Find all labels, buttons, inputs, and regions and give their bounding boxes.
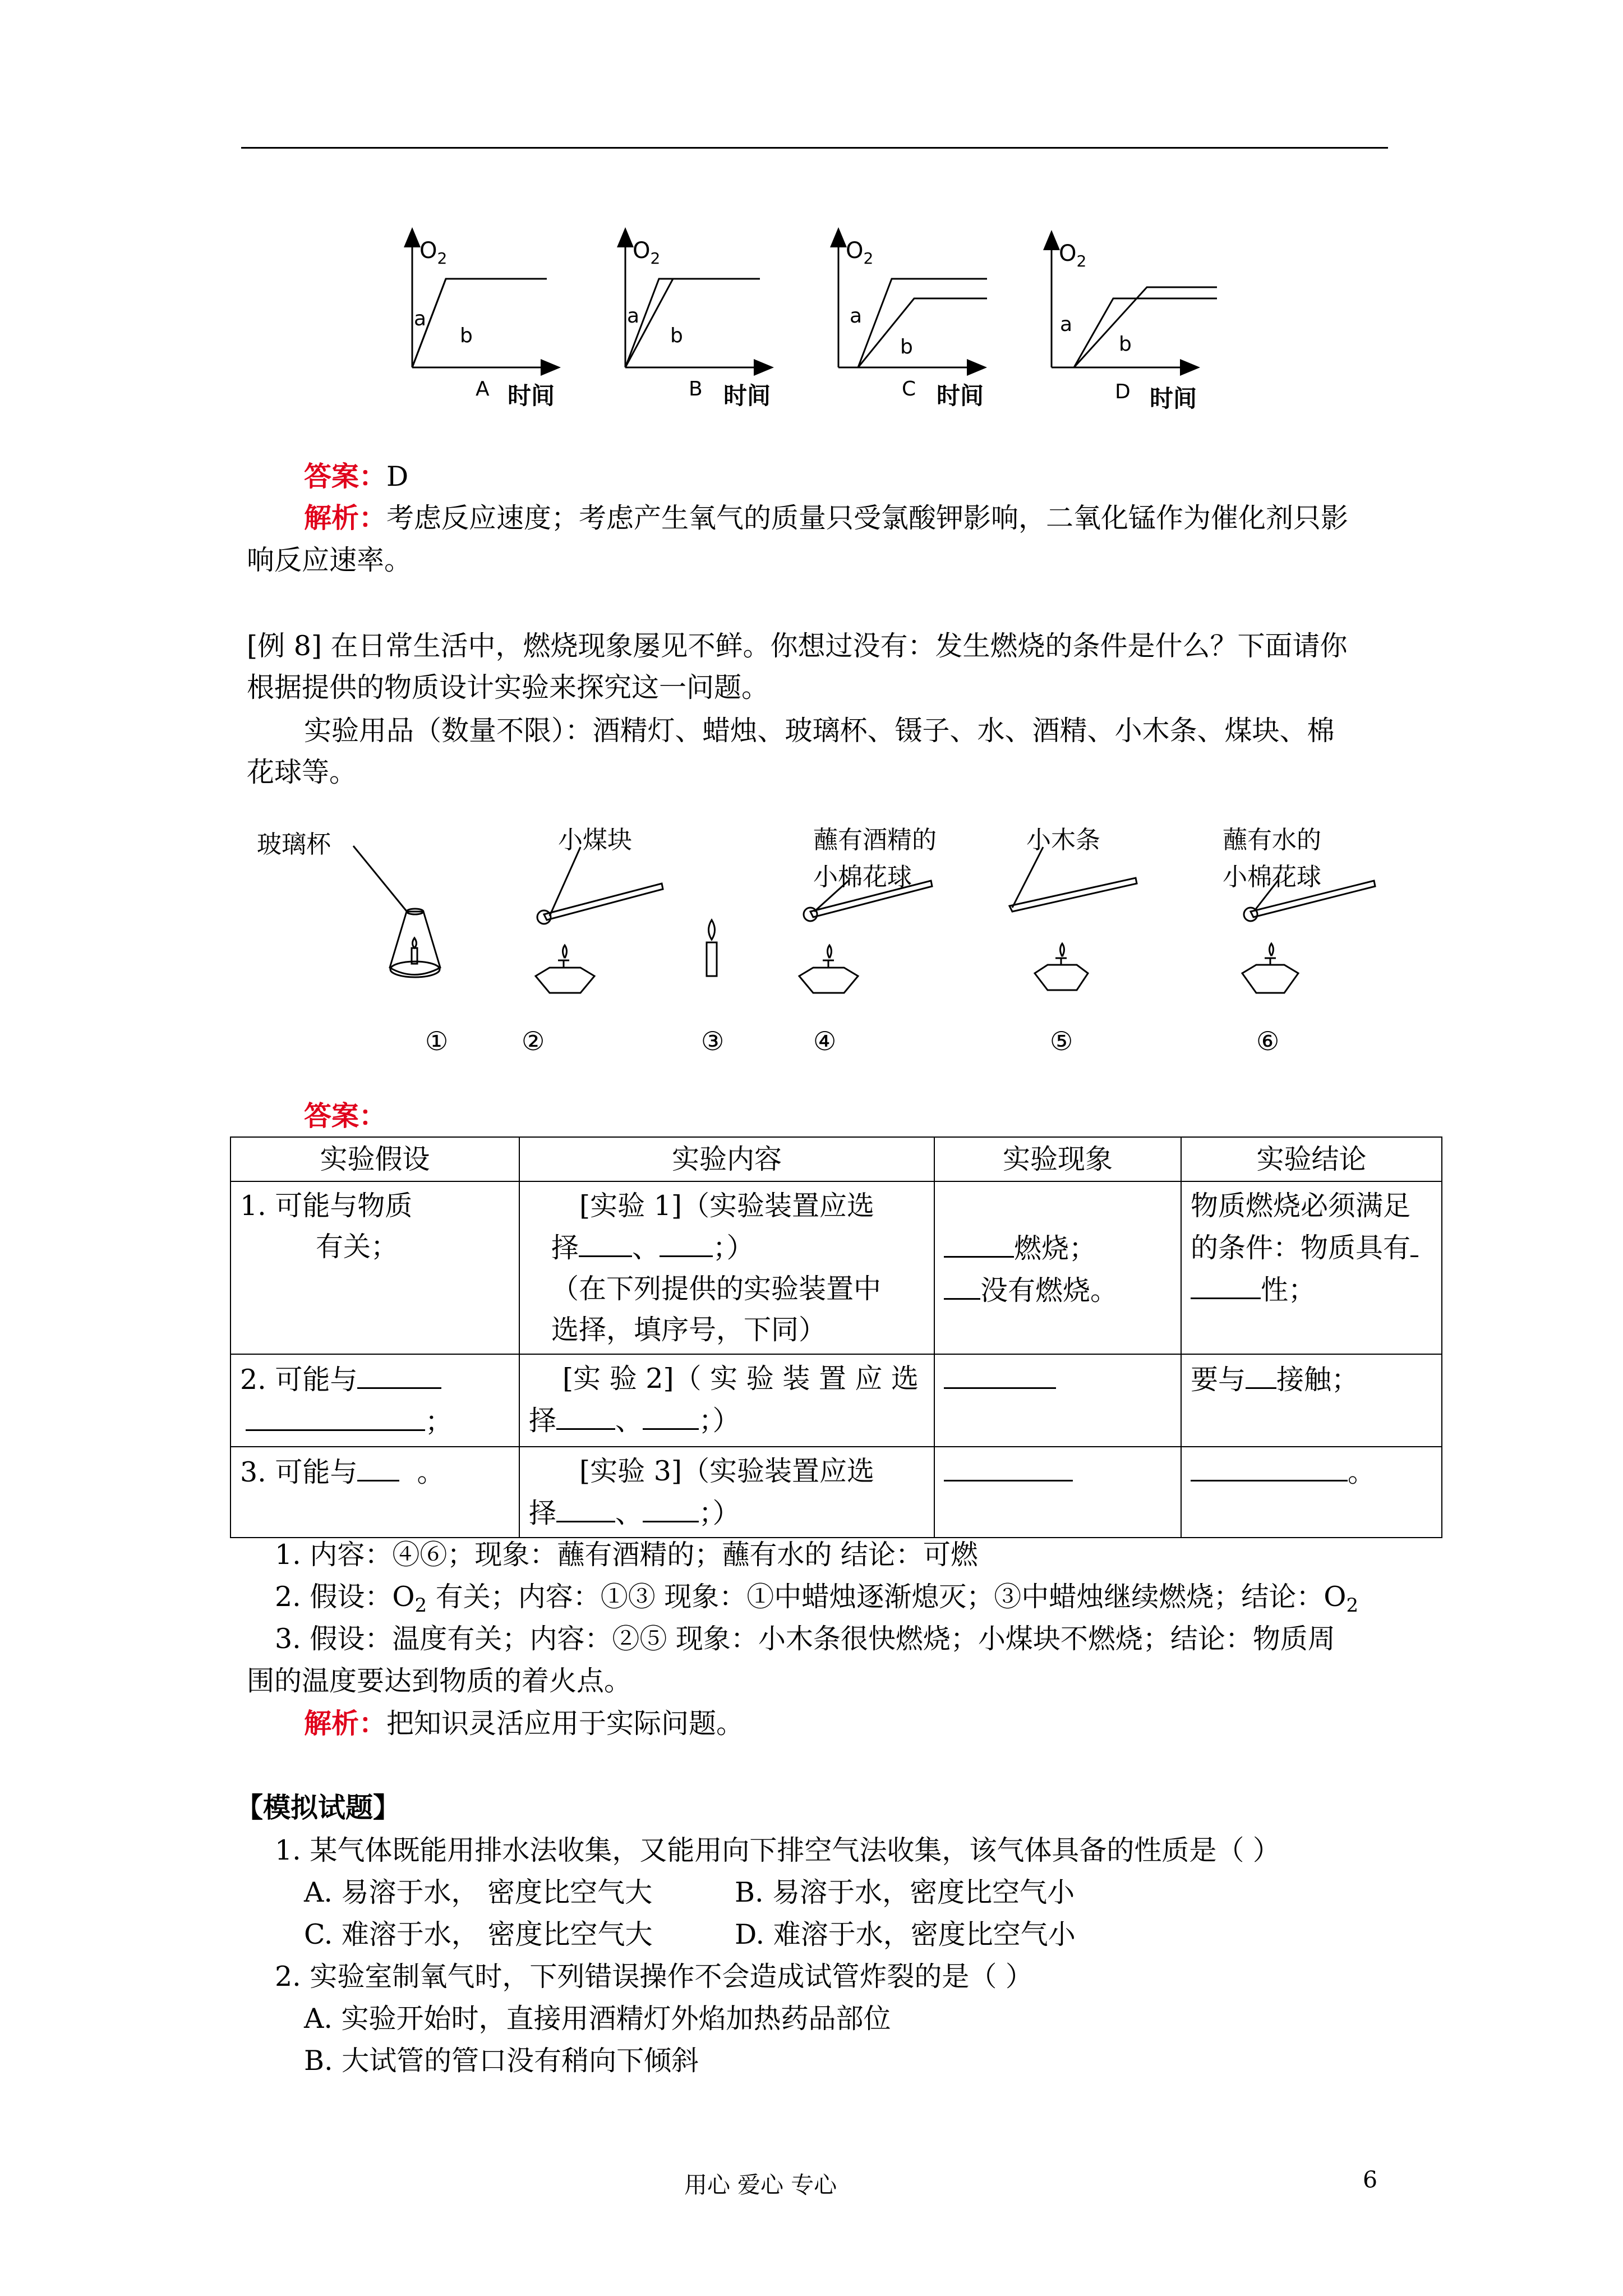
apparatus-4-alcohol-cotton-tweezers — [799, 880, 932, 993]
header-hypothesis: 实验假设 — [230, 1137, 519, 1181]
graph-b-line-b: b — [670, 324, 683, 347]
graph-d — [1052, 238, 1217, 412]
footer-motto: 用心 爱心 专心 — [684, 2171, 837, 2198]
blank[interactable] — [357, 1358, 441, 1389]
graph-d-line-b: b — [1119, 333, 1132, 356]
q8-materials-line2: 花球等。 — [247, 756, 357, 788]
sim-q2-option-b[interactable]: B. 大试管的管口没有稍向下倾斜 — [304, 2045, 699, 2077]
sim-q2: 2. 实验室制氧气时，下列错误操作不会造成试管炸裂的是（ ） — [275, 1961, 1033, 1993]
blank[interactable] — [643, 1399, 699, 1430]
page-number: 6 — [1363, 2166, 1378, 2193]
graph-d-axis-x: 时间 — [1150, 385, 1197, 412]
header-content: 实验内容 — [519, 1137, 934, 1181]
graph-a-label: A — [476, 378, 490, 401]
apparatus-6-num: ⑥ — [1256, 1026, 1280, 1056]
graph-b-axis-x: 时间 — [723, 382, 771, 409]
row2-phenomenon — [934, 1354, 1181, 1447]
apparatus-figure — [247, 813, 1385, 1066]
graph-a-axis-x: 时间 — [508, 382, 555, 409]
graph-d-line-a: a — [1060, 313, 1073, 336]
sim-heading: 【模拟试题】 — [236, 1791, 401, 1824]
header-conclusion: 实验结论 — [1181, 1137, 1442, 1181]
apparatus-5-num: ⑤ — [1050, 1026, 1073, 1056]
blank[interactable] — [1191, 1268, 1261, 1299]
row3-conclusion: 。 — [1181, 1447, 1442, 1538]
blank[interactable] — [643, 1492, 699, 1522]
blank[interactable] — [246, 1400, 425, 1431]
row3-hypothesis: 3. 可能与 。 — [230, 1447, 519, 1538]
graph-c-line-b: b — [900, 335, 913, 358]
graph-a-line-b: b — [460, 324, 473, 347]
blank[interactable] — [944, 1358, 1056, 1389]
blank[interactable] — [357, 1451, 399, 1481]
sim-q1-option-c[interactable]: C. 难溶于水， 密度比空气大 — [304, 1918, 653, 1950]
table-row — [230, 1447, 1442, 1538]
blank[interactable] — [1191, 1451, 1348, 1481]
row1-hypothesis: 1. 可能与物质 有关； — [230, 1181, 519, 1354]
blank[interactable] — [579, 1226, 632, 1257]
q7-analysis-line1: 解析：考虑反应速度；考虑产生氧气的质量只受氯酸钾影响，二氧化锰作为催化剂只影 — [304, 501, 1349, 534]
apparatus-4-label-line2: 小棉花球 — [813, 863, 912, 891]
blank[interactable] — [944, 1269, 980, 1300]
table-header-row — [230, 1137, 1442, 1181]
sim-q1-option-b[interactable]: B. 易溶于水，密度比空气小 — [735, 1876, 1075, 1908]
sim-q1: 1. 某气体既能用排水法收集，又能用向下排空气法收集，该气体具备的性质是（ ） — [275, 1834, 1280, 1866]
solution-2: 2. 假设：$O_2$ 有关；内容：①③ 现象：①中蜡烛逐渐熄灭；③中蜡烛继续燃烧；结论：$O_2$ — [275, 1581, 1359, 1617]
apparatus-2-label: 小煤块 — [558, 826, 632, 854]
q8-analysis: 解析：把知识灵活应用于实际问题。 — [304, 1707, 744, 1740]
q7-analysis-line2: 响反应速率。 — [247, 544, 412, 576]
blank[interactable] — [944, 1227, 1014, 1258]
apparatus-6-water-cotton-tweezers — [1242, 880, 1375, 993]
graph-a-line-a: a — [414, 307, 427, 330]
apparatus-1-glass-cup — [353, 846, 440, 977]
row2-conclusion: 要与 接触； — [1181, 1354, 1442, 1447]
apparatus-6-label-line1: 蘸有水的 — [1223, 826, 1321, 854]
row2-content: [实 验 2]（ 实 验 装 置 应 选 择 、 ；） — [519, 1354, 934, 1447]
row1-conclusion: 物质燃烧必须满足 的条件：物质具有 性； — [1181, 1181, 1442, 1354]
sim-q2-option-a[interactable]: A. 实验开始时，直接用酒精灯外焰加热药品部位 — [304, 2003, 891, 2035]
table-row — [230, 1181, 1442, 1354]
row1-phenomenon: 燃烧； 没有燃烧。 — [934, 1181, 1181, 1354]
row3-phenomenon — [934, 1447, 1181, 1538]
apparatus-1-label: 玻璃杯 — [257, 830, 331, 859]
graph-b-axis-y: $O_2$ — [633, 238, 661, 268]
blank[interactable] — [1246, 1358, 1276, 1389]
blank[interactable] — [1410, 1226, 1418, 1257]
apparatus-5-wood-stick-tweezers — [1009, 847, 1137, 990]
sim-q1-option-d[interactable]: D. 难溶于水，密度比空气小 — [735, 1918, 1076, 1950]
q7-answer: 答案：D — [304, 460, 409, 493]
graph-c-axis-x: 时间 — [937, 382, 984, 409]
apparatus-3-candle — [707, 920, 717, 976]
solution-1: 1. 内容：④⑥；现象：蘸有酒精的；蘸有水的 结论：可燃 — [275, 1539, 978, 1571]
graph-row — [393, 224, 1245, 426]
graph-b — [625, 236, 771, 409]
table-row — [230, 1354, 1442, 1447]
apparatus-1-num: ① — [425, 1026, 449, 1056]
solution-3-line2: 围的温度要达到物质的着火点。 — [247, 1665, 632, 1697]
row2-hypothesis: 2. 可能与 ； — [230, 1354, 519, 1447]
sim-q1-option-a[interactable]: A. 易溶于水， 密度比空气大 — [304, 1876, 653, 1908]
experiment-table — [230, 1137, 1442, 1538]
graph-c — [838, 236, 987, 409]
graph-a-axis-y: $O_2$ — [419, 238, 448, 268]
header-rule — [241, 147, 1388, 149]
graph-d-label: D — [1115, 380, 1131, 403]
graph-b-line-a: a — [627, 305, 640, 328]
blank[interactable] — [556, 1399, 615, 1430]
graph-c-axis-y: $O_2$ — [846, 238, 874, 268]
apparatus-2-num: ② — [522, 1026, 545, 1056]
blank[interactable] — [944, 1451, 1073, 1481]
apparatus-2-coal-tweezers — [536, 847, 663, 993]
graph-a — [412, 236, 555, 409]
blank[interactable] — [556, 1492, 615, 1522]
q8-stem-line1: [例 8] 在日常生活中，燃烧现象屡见不鲜。你想过没有：发生燃烧的条件是什么？下面请你 — [247, 630, 1348, 662]
apparatus-3-num: ③ — [701, 1026, 725, 1056]
q8-answer-label: 答案： — [304, 1099, 387, 1132]
graph-d-axis-y: $O_2$ — [1059, 241, 1087, 270]
row3-content: [实验 3]（实验装置应选 择 、 ；） — [519, 1447, 934, 1538]
solution-3-line1: 3. 假设：温度有关；内容：②⑤ 现象：小木条很快燃烧；小煤块不燃烧；结论：物质周 — [275, 1623, 1335, 1655]
apparatus-4-num: ④ — [813, 1026, 837, 1056]
graph-c-label: C — [902, 378, 916, 401]
apparatus-5-label: 小木条 — [1026, 826, 1100, 854]
header-phenomenon: 实验现象 — [934, 1137, 1181, 1181]
graph-b-label: B — [689, 378, 703, 401]
apparatus-6-label-line2: 小棉花球 — [1223, 863, 1321, 891]
graph-c-line-a: a — [850, 305, 863, 328]
q8-materials-line1: 实验用品（数量不限）：酒精灯、蜡烛、玻璃杯、镊子、水、酒精、小木条、煤块、棉 — [304, 715, 1335, 747]
q8-stem-line2: 根据提供的物质设计实验来探究这一问题。 — [247, 671, 769, 703]
row1-content: [实验 1]（实验装置应选 择 、 ；） （在下列提供的实验装置中 选择，填序号，下同） — [519, 1181, 934, 1354]
blank[interactable] — [660, 1226, 713, 1257]
apparatus-4-label-line1: 蘸有酒精的 — [813, 826, 937, 854]
